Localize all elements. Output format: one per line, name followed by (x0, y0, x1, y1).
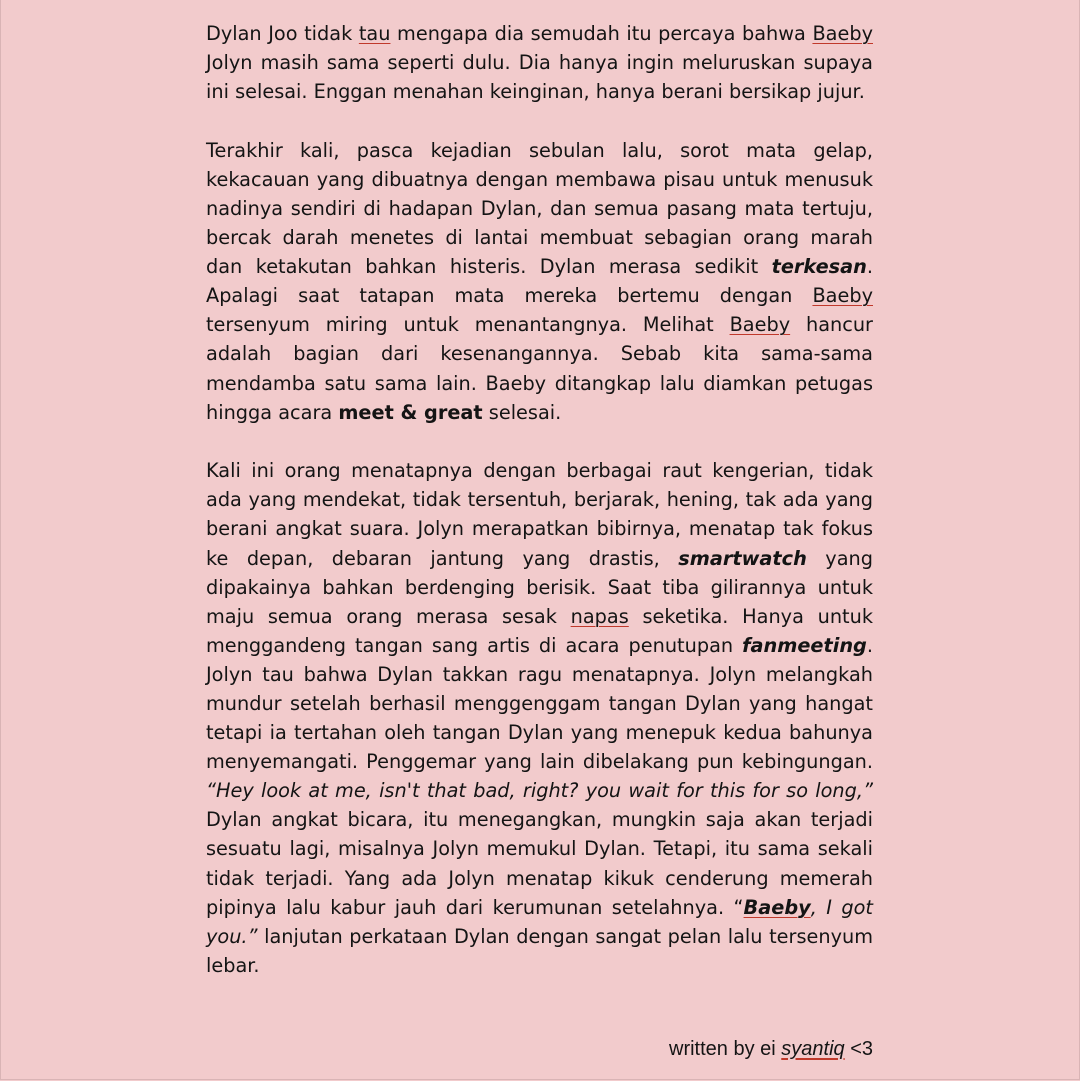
paragraph-3 (206, 456, 873, 980)
quote-mark: “ (733, 895, 744, 919)
text-run: Kali ini orang menatapnya dengan berbagai raut kengerian, tidak ada yang mendekat, tidak tersentuh, berjarak, hening, tak ada yang berani angkat suara. Jolyn merapatkan bibirnya, menatap tak fokus ke depan, debaran jantung yang drastis, (206, 459, 873, 570)
text-run: seketika. Hanya untuk menggandeng tangan sang artis di acara penutupan (206, 604, 873, 657)
spellcheck-word[interactable]: Baeby (812, 22, 873, 45)
text-run: Dylan Joo tidak (206, 22, 359, 45)
spellcheck-word[interactable]: tau (358, 22, 391, 45)
quote-english: “Hey look at me, isn't that bad, right? you wait for this for so long,” (206, 779, 873, 803)
bold-phrase: meet & great (338, 400, 483, 424)
paragraph-gap (206, 427, 873, 457)
emphasis-word: smartwatch (678, 546, 807, 570)
text-run: mengapa dia semudah itu percaya bahwa (390, 22, 813, 45)
signature-prefix: written by ei (669, 1038, 782, 1060)
text-run: Jolyn masih sama seperti dulu. Dia hanya ingin meluruskan supaya ini selesai. Enggan menahan keinginan, hanya berani bersikap jujur. (206, 51, 873, 104)
paragraph-gap (206, 106, 873, 136)
text-run: lanjutan perkataan Dylan dengan sangat pelan lalu tersenyum lebar. (206, 924, 873, 977)
text-run: . Jolyn tau bahwa Dylan takkan ragu menatapnya. Jolyn melangkah mundur setelah berhasil menggenggam tangan Dylan yang hangat tetapi ia tertahan oleh tangan Dylan yang menepuk kedua bahunya menyemangati. Penggemar yang lain dibelakang pun kebingungan. (206, 633, 873, 774)
text-run: tersenyum miring untuk menantangnya. Melihat (206, 313, 730, 337)
paragraph-1 (206, 19, 873, 106)
spellcheck-word[interactable]: Baeby (729, 313, 791, 337)
text-run: . Apalagi saat tatapan mata mereka bertemu dengan (206, 255, 873, 308)
spellcheck-word[interactable]: napas (570, 604, 629, 628)
story-text (206, 19, 873, 980)
text-run: selesai. (482, 400, 562, 424)
text-run: Terakhir kali, pasca kejadian sebulan lalu, sorot mata gelap, kekacauan yang dibuatnya dengan membawa pisau untuk menusuk nadinya sendiri di hadapan Dylan, dan semua pasang mata tertuju, bercak darah menetes di lantai membuat sebagian orang marah dan ketakutan bahkan histeris. Dylan merasa sedikit (206, 138, 873, 279)
spellcheck-word[interactable]: Baeby (812, 284, 873, 308)
author-handle[interactable]: syantiq (781, 1038, 845, 1060)
text-run: hancur adalah bagian dari kesenangannya. Sebab kita sama-sama mendamba satu sama lain. Baeby ditangkap lalu diamkan petugas hingga acara (206, 313, 873, 424)
paragraph-2 (206, 136, 873, 427)
emphasis-word: fanmeeting (742, 633, 867, 657)
author-signature (669, 1035, 873, 1063)
emphasis-word: terkesan (771, 255, 867, 279)
text-run: Dylan angkat bicara, itu menegangkan, mungkin saja akan terjadi sesuatu lagi, misalnya Jolyn memukul Dylan. Tetapi, itu sama sekali tidak terjadi. Yang ada Jolyn menatap kikuk cenderung memerah pipinya lalu kabur jauh dari kerumunan setelahnya. (206, 808, 873, 919)
quote-english: , I got you.” (206, 895, 873, 948)
signature-suffix: <3 (844, 1038, 873, 1060)
text-run: yang dipakainya bahkan berdenging berisik. Saat tiba gilirannya untuk maju semua orang merasa sesak (206, 546, 873, 628)
spellcheck-word[interactable]: Baeby (743, 895, 811, 919)
